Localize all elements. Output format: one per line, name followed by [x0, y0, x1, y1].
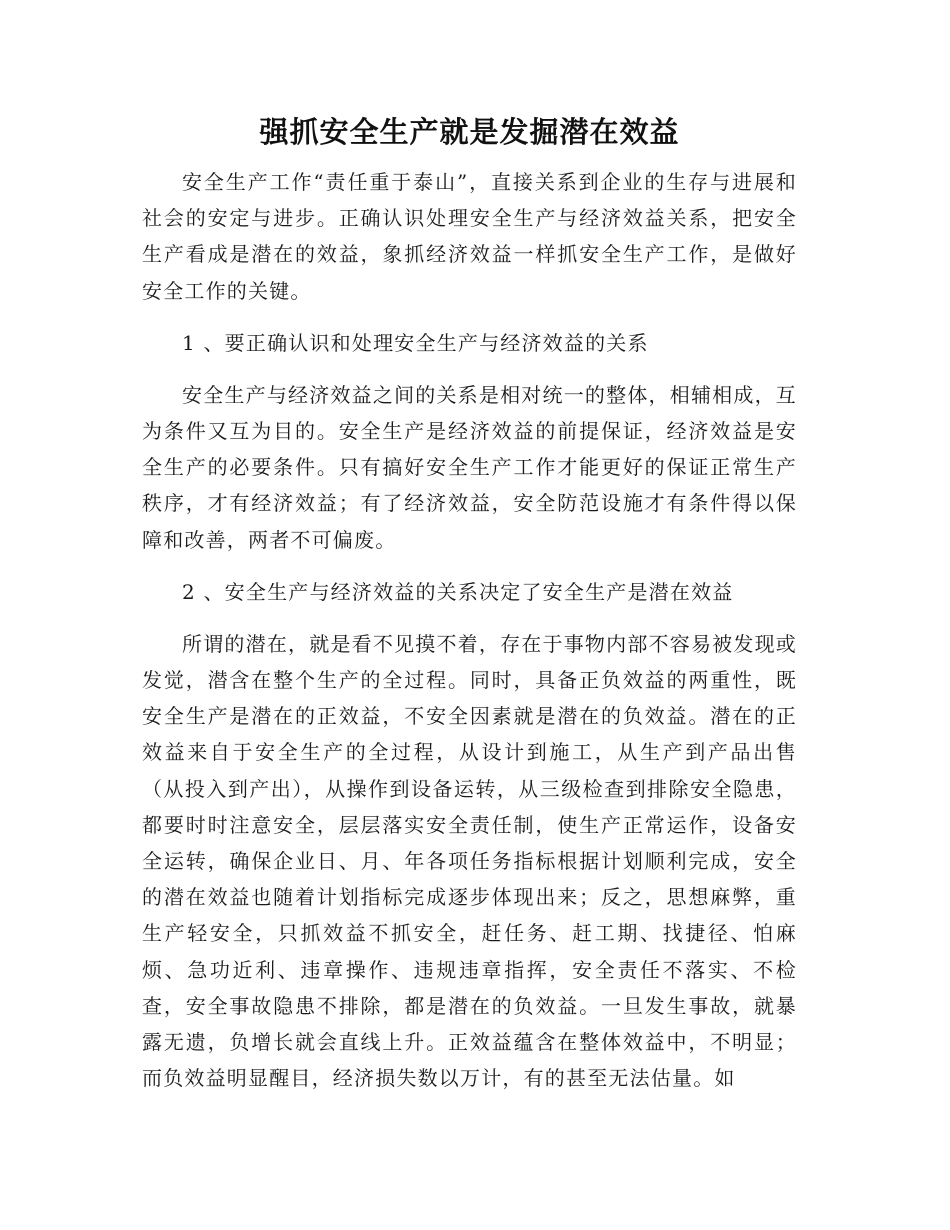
intro-paragraph: 安全生产工作“责任重于泰山”，直接关系到企业的生存与进展和社会的安定与进步。正确认识处理安全生产与经济效益关系，把安全生产看成是潜在的效益，象抓经济效益一样抓安全生产工作，是做好安全工作的关键。: [142, 170, 797, 303]
document-title: 强抓安全生产就是发掘潜在效益: [259, 115, 680, 149]
document-page: [142, 0, 797, 1096]
section-2-heading: 2 、安全生产与经济效益的关系决定了安全生产是潜在效益: [182, 579, 734, 604]
section-1-paragraph: 安全生产与经济效益之间的关系是相对统一的整体，相辅相成，互为条件又互为目的。安全生产是经济效益的前提保证，经济效益是安全生产的必要条件。只有搞好安全生产工作才能更好的保证正常生产秩序，才有经济效益；有了经济效益，安全防范设施才有条件得以保障和改善，两者不可偏废。: [142, 382, 797, 552]
section-2-paragraph: 所谓的潜在，就是看不见摸不着，存在于事物内部不容易被发现或发觉，潜含在整个生产的全过程。同时，具备正负效益的两重性，既安全生产是潜在的正效益，不安全因素就是潜在的负效益。潜在的正效益来自于安全生产的全过程，从设计到施工，从生产到产品出售（从投入到产出），从操作到设备运转，从三级检查到排除安全隐患，都要时时注意安全，层层落实安全责任制，使生产正常运作，设备安全运转，确保企业日、月、年各项任务指标根据计划顺利完成，安全的潜在效益也随着计划指标完成逐步体现出来；反之，思想麻弊，重生产轻安全，只抓效益不抓安全，赶任务、赶工期、找捷径、怕麻烦、急功近利、违章操作、违规违章指挥，安全责任不落实、不检查，安全事故隐患不排除，都是潜在的负效益。一旦发生事故，就暴露无遗，负增长就会直线上升。正效益蕴含在整体效益中，不明显；而负效益明显醒目，经济损失数以万计，有的甚至无法估量。如: [142, 631, 797, 1091]
section-1-heading: 1 、要正确认识和处理安全生产与经济效益的关系: [182, 330, 649, 355]
